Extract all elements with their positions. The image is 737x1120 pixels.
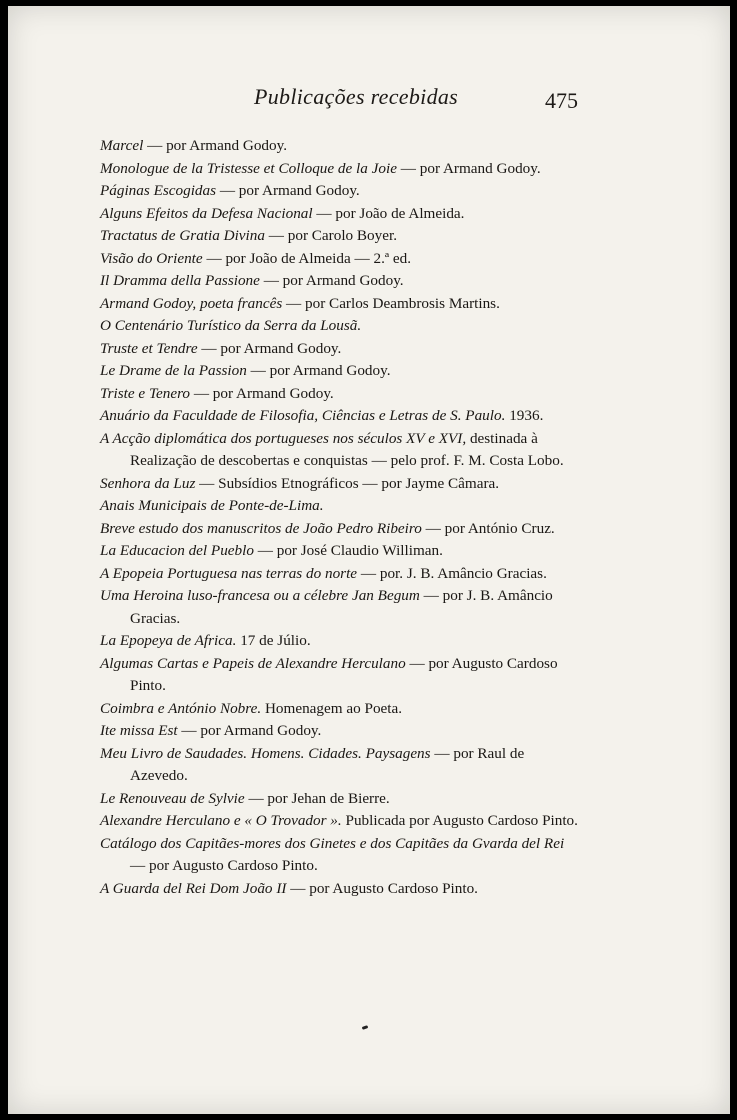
list-item [100,585,582,630]
entry-title: Marcel [100,137,144,154]
entry-title: Tractatus de Gratia Divina [100,227,265,244]
entry-title: A Acção diplomática dos portugueses nos séculos XV e XVI, [100,429,467,447]
list-item [100,878,582,901]
list-item [100,653,582,698]
entry-details: — por Augusto Cardoso Pinto. [286,879,478,897]
entry-details: — por Carlos Deambrosis Martins. [282,294,500,312]
list-item [100,563,582,586]
entry-title: Le Renouveau de Sylvie [100,789,245,807]
running-title: Publicações recebidas [254,84,459,109]
entry-title: Triste e Tenero [100,384,191,402]
list-item [100,338,582,361]
list-item [100,360,582,383]
entry-details: — por António Cruz. [421,519,555,537]
entry-details: — por Armand Godoy. [197,339,342,357]
entry-title: Visão do Oriente [100,249,203,267]
entry-details: — por. J. B. Amâncio Gracias. [357,564,547,582]
list-item [100,630,582,653]
entry-title: Alexandre Herculano e « O Trovador ». [100,812,342,829]
entry-title: Uma Heroina luso-francesa ou a célebre Jan Begum [100,587,420,604]
list-item [100,293,582,316]
list-item [100,473,582,496]
entry-title: La Epopeya de Africa. [100,632,237,649]
list-item [100,405,582,428]
list-item [100,180,582,203]
list-item [100,203,582,226]
entry-details: — Subsídios Etnográficos — por Jayme Câmara. [195,474,500,492]
entry-title: Senhora da Luz [100,474,196,492]
list-item [100,158,582,181]
entry-details: — por Augusto Cardoso Pinto. [130,654,558,694]
entry-title: Anuário da Faculdade de Filosofia, Ciências e Letras de S. Paulo. [100,407,506,424]
list-item [100,383,582,406]
list-item [100,135,582,158]
entry-details: — por Armand Godoy. [246,362,391,379]
entry-title: Alguns Efeitos da Defesa Nacional [100,204,313,222]
entry-title: Coimbra e António Nobre. [100,699,262,717]
entry-title: A Epopeia Portuguesa nas terras do norte [100,564,358,582]
entry-details: 1936. [505,407,544,424]
entry-title: Ite missa Est [100,722,178,739]
entry-details: — por Augusto Cardoso Pinto. [130,857,318,874]
entry-details: destinada à Realização de descobertas e conquistas — pelo prof. F. M. Costa Lobo. [130,429,564,469]
publications-list [100,135,582,900]
entry-details: — por João de Almeida — 2.ª ed. [202,249,411,267]
list-item [100,743,582,788]
entry-details: — por Armand Godoy. [177,722,322,739]
list-item [100,315,582,338]
entry-title: Truste et Tendre [100,339,198,357]
list-item [100,833,582,878]
entry-details: — por Raul de Azevedo. [130,744,525,784]
entry-details: Publicada por Augusto Cardoso Pinto. [341,812,578,829]
entry-title: Il Dramma della Passione [100,272,260,289]
entry-details: — por José Claudio Williman. [253,542,443,559]
entry-title: La Educacion del Pueblo [100,542,254,559]
list-item [100,810,582,833]
entry-title: Páginas Escogidas [100,182,217,199]
document-page [8,6,730,1114]
list-item [100,698,582,721]
entry-details: Homenagem ao Poeta. [261,699,403,717]
entry-details: — por Armand Godoy. [143,137,287,154]
list-item [100,270,582,293]
entry-details: — por Carolo Boyer. [264,227,397,244]
entry-title: Algumas Cartas e Papeis de Alexandre Herculano [100,654,406,672]
ink-mark [362,1025,369,1030]
entry-title: A Guarda del Rei Dom João II [100,879,287,897]
entry-details: — por Armand Godoy. [396,159,541,177]
entry-title: Meu Livro de Saudades. Homens. Cidades. Paysagens [100,744,431,762]
list-item [100,540,582,563]
entry-title: Breve estudo dos manuscritos de João Pedro Ribeiro [100,519,422,537]
list-item [100,788,582,811]
list-item [100,518,582,541]
page-number: 475 [545,88,578,113]
entry-title: Monologue de la Tristesse et Colloque de la Joie [100,159,397,177]
list-item [100,248,582,271]
entry-details: — por Jehan de Bierre. [244,789,390,807]
entry-details: 17 de Júlio. [236,632,311,649]
entry-title: Catálogo dos Capitães-mores dos Ginetes e dos Capitães da Gvarda del Rei [100,834,565,852]
entry-details: — por J. B. Amâncio Gracias. [130,587,553,627]
list-item [100,225,582,248]
entry-details: — por Armand Godoy. [190,384,334,402]
list-item [100,720,582,743]
entry-title: Le Drame de la Passion [100,362,247,379]
page-header [8,84,730,118]
list-item [100,428,582,473]
entry-title: Anais Municipais de Ponte-de-Lima. [100,497,324,514]
entry-details: — por João de Almeida. [312,204,465,222]
entry-title: O Centenário Turístico da Serra da Lousã. [100,317,362,334]
entry-details: — por Armand Godoy. [259,272,404,289]
entry-title: Armand Godoy, poeta francês [100,294,283,312]
entry-details: — por Armand Godoy. [216,182,360,199]
list-item [100,495,582,518]
